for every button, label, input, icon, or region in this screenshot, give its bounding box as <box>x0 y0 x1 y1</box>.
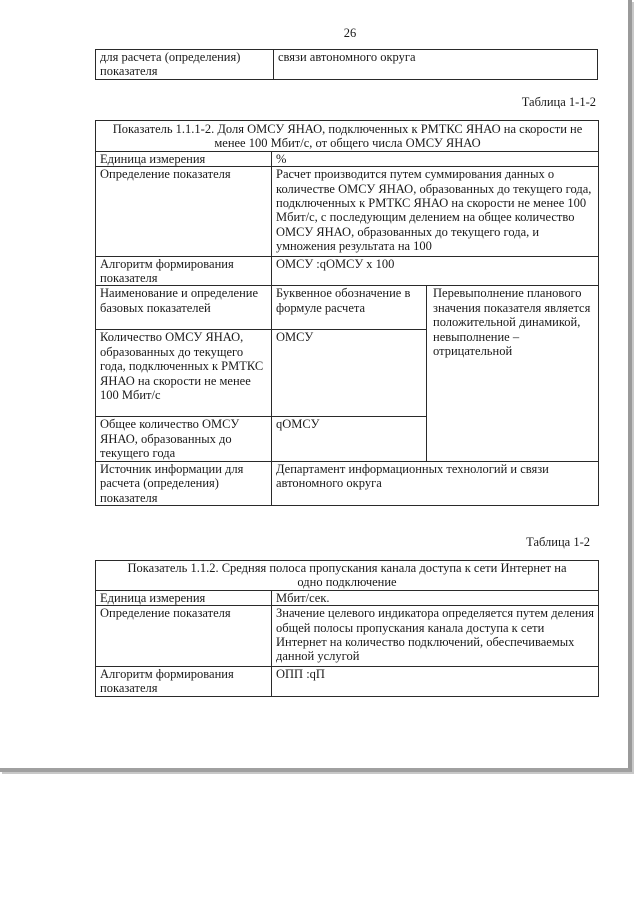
table-caption-1-1-2: Таблица 1-1-2 <box>521 95 596 109</box>
unit-value: Мбит/сек. <box>272 590 599 605</box>
table-row <box>96 461 599 505</box>
indicator-title: Показатель 1.1.1-2. Доля ОМСУ ЯНАО, подключенных к РМТКС ЯНАО на скорости не менее 100 Мбит/с, от общего числа ОМСУ ЯНАО <box>96 121 599 152</box>
table-row <box>96 606 599 667</box>
table-row <box>96 561 599 591</box>
source-value-continued: связи автономного округа <box>274 50 598 80</box>
table-caption-1-2: Таблица 1-2 <box>526 535 590 549</box>
indicator-table-1-1-1-2 <box>95 120 599 506</box>
algorithm-label: Алгоритм формирования показателя <box>96 666 272 696</box>
base-symbol-header: Буквенное обозначение в формуле расчета <box>272 286 427 330</box>
source-label-continued: для расчета (определения) показателя <box>96 50 274 80</box>
table-row <box>96 666 599 696</box>
base-name-header: Наименование и определение базовых показателей <box>96 286 272 330</box>
source-value: Департамент информационных технологий и связи автономного округа <box>272 461 599 505</box>
base-row-symbol: ОМСУ <box>272 330 427 417</box>
algorithm-value: ОМСУ :qОМСУ х 100 <box>272 256 599 286</box>
definition-label: Определение показателя <box>96 606 272 667</box>
table-row <box>96 151 599 166</box>
indicator-table-1-1-2 <box>95 560 599 697</box>
unit-label: Единица измерения <box>96 590 272 605</box>
definition-label: Определение показателя <box>96 167 272 256</box>
algorithm-label: Алгоритм формирования показателя <box>96 256 272 286</box>
table-row <box>96 167 599 256</box>
continued-table <box>95 49 598 80</box>
base-note: Перевыполнение планового значения показателя является положительной динамикой, невыполнение – отрицательной <box>427 286 599 461</box>
indicator-title: Показатель 1.1.2. Средняя полоса пропускания канала доступа к сети Интернет на одно подключение <box>96 561 599 591</box>
base-row-name: Количество ОМСУ ЯНАО, образованных до текущего года, подключенных к РМТКС ЯНАО на скорости не менее 100 Мбит/с <box>96 330 272 417</box>
table-row <box>96 590 599 605</box>
table-row <box>96 256 599 286</box>
table-row <box>96 286 599 330</box>
page-number: 26 <box>343 26 357 40</box>
source-label: Источник информации для расчета (определения) показателя <box>96 461 272 505</box>
algorithm-value: ОПП :qП <box>272 666 599 696</box>
base-row-symbol: qОМСУ <box>272 417 427 461</box>
base-row-name: Общее количество ОМСУ ЯНАО, образованных до текущего года <box>96 417 272 461</box>
table-row <box>96 121 599 152</box>
definition-value: Расчет производится путем суммирования данных о количестве ОМСУ ЯНАО, образованных до текущего года, подключенных к РМТКС ЯНАО на скорости не менее 100 Мбит/с, с последующим делением на общее количество ОМСУ ЯНАО, образованных до текущего года, и умножения результата на 100 <box>272 167 599 256</box>
unit-label: Единица измерения <box>96 151 272 166</box>
definition-value: Значение целевого индикатора определяется путем деления общей полосы пропускания канала доступа к сети Интернет на количество подключений, обеспечиваемых данной услугой <box>272 606 599 667</box>
unit-value: % <box>272 151 599 166</box>
table-row <box>96 50 598 80</box>
